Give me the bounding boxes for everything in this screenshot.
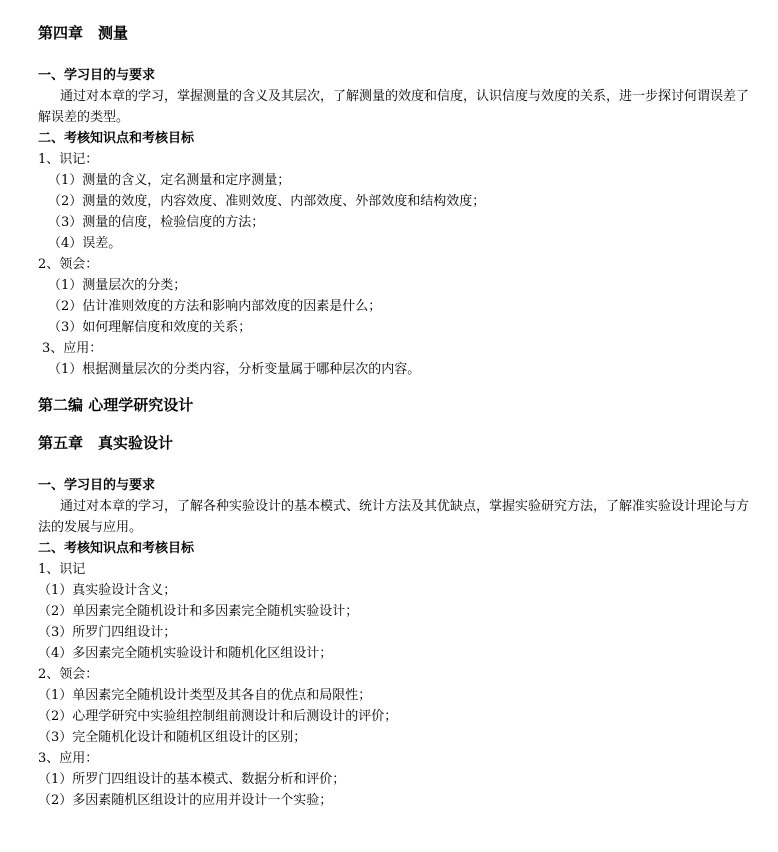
ch5-section-1-heading: 一、学习目的与要求 — [38, 478, 156, 493]
ch5-group-3-label: 3、应用： — [38, 751, 99, 766]
ch4-group-3-label: 3、应用： — [42, 341, 103, 356]
ch5-group-2-label: 2、领会： — [38, 667, 99, 682]
list-item: （1）测量的含义，定名测量和定序测量； — [48, 173, 291, 188]
ch4-group-1-label: 1、识记： — [38, 152, 99, 167]
list-item: （4）误差。 — [48, 236, 122, 251]
list-item: （3）完全随机化设计和随机区组设计的区别； — [38, 730, 307, 745]
spacer — [38, 456, 750, 475]
list-item: （1）单因素完全随机设计类型及其各自的优点和局限性； — [38, 688, 372, 703]
list-item: （3）如何理解信度和效度的关系； — [48, 320, 252, 335]
list-item: （4）多因素完全随机实验设计和随机化区组设计； — [38, 646, 333, 661]
list-item: （1）测量层次的分类； — [48, 278, 187, 293]
spacer — [38, 418, 750, 430]
list-item: （1）所罗门四组设计的基本模式、数据分析和评价； — [38, 772, 346, 787]
spacer — [38, 380, 750, 392]
ch5-section-2-heading: 二、考核知识点和考核目标 — [38, 541, 195, 556]
list-item: （1）根据测量层次的分类内容，分析变量属于哪种层次的内容。 — [48, 362, 421, 377]
list-item: （2）估计准则效度的方法和影响内部效度的因素是什么； — [48, 299, 382, 314]
ch4-section-2-heading: 二、考核知识点和考核目标 — [38, 131, 195, 146]
list-item: （1）真实验设计含义； — [38, 583, 177, 598]
list-item: （2）测量的效度，内容效度、准则效度、内部效度、外部效度和结构效度； — [48, 194, 486, 209]
document-page — [38, 20, 750, 811]
list-item: （2）心理学研究中实验组控制组前测设计和后测设计的评价； — [38, 709, 398, 724]
chapter-5-title: 第五章 真实验设计 — [38, 434, 174, 452]
ch4-section-1-paragraph: 通过对本章的学习，掌握测量的含义及其层次，了解测量的效度和信度，认识信度与效度的关系，进一步探讨何谓误差了解误差的类型。 — [38, 89, 750, 125]
list-item: （2）单因素完全随机设计和多因素完全随机实验设计； — [38, 604, 359, 619]
part-2-title: 第二编 心理学研究设计 — [38, 396, 194, 414]
ch5-group-1-label: 1、识记 — [38, 562, 86, 577]
spacer — [38, 46, 750, 65]
list-item: （2）多因素随机区组设计的应用并设计一个实验； — [38, 793, 333, 808]
list-item: （3）测量的信度，检验信度的方法； — [48, 215, 265, 230]
chapter-4-title: 第四章 测量 — [38, 24, 129, 42]
ch5-section-1-paragraph: 通过对本章的学习，了解各种实验设计的基本模式、统计方法及其优缺点，掌握实验研究方法，了解准实验设计理论与方法的发展与应用。 — [38, 499, 750, 535]
list-item: （3）所罗门四组设计； — [38, 625, 177, 640]
ch4-group-2-label: 2、领会： — [38, 257, 99, 272]
ch4-section-1-heading: 一、学习目的与要求 — [38, 68, 156, 83]
